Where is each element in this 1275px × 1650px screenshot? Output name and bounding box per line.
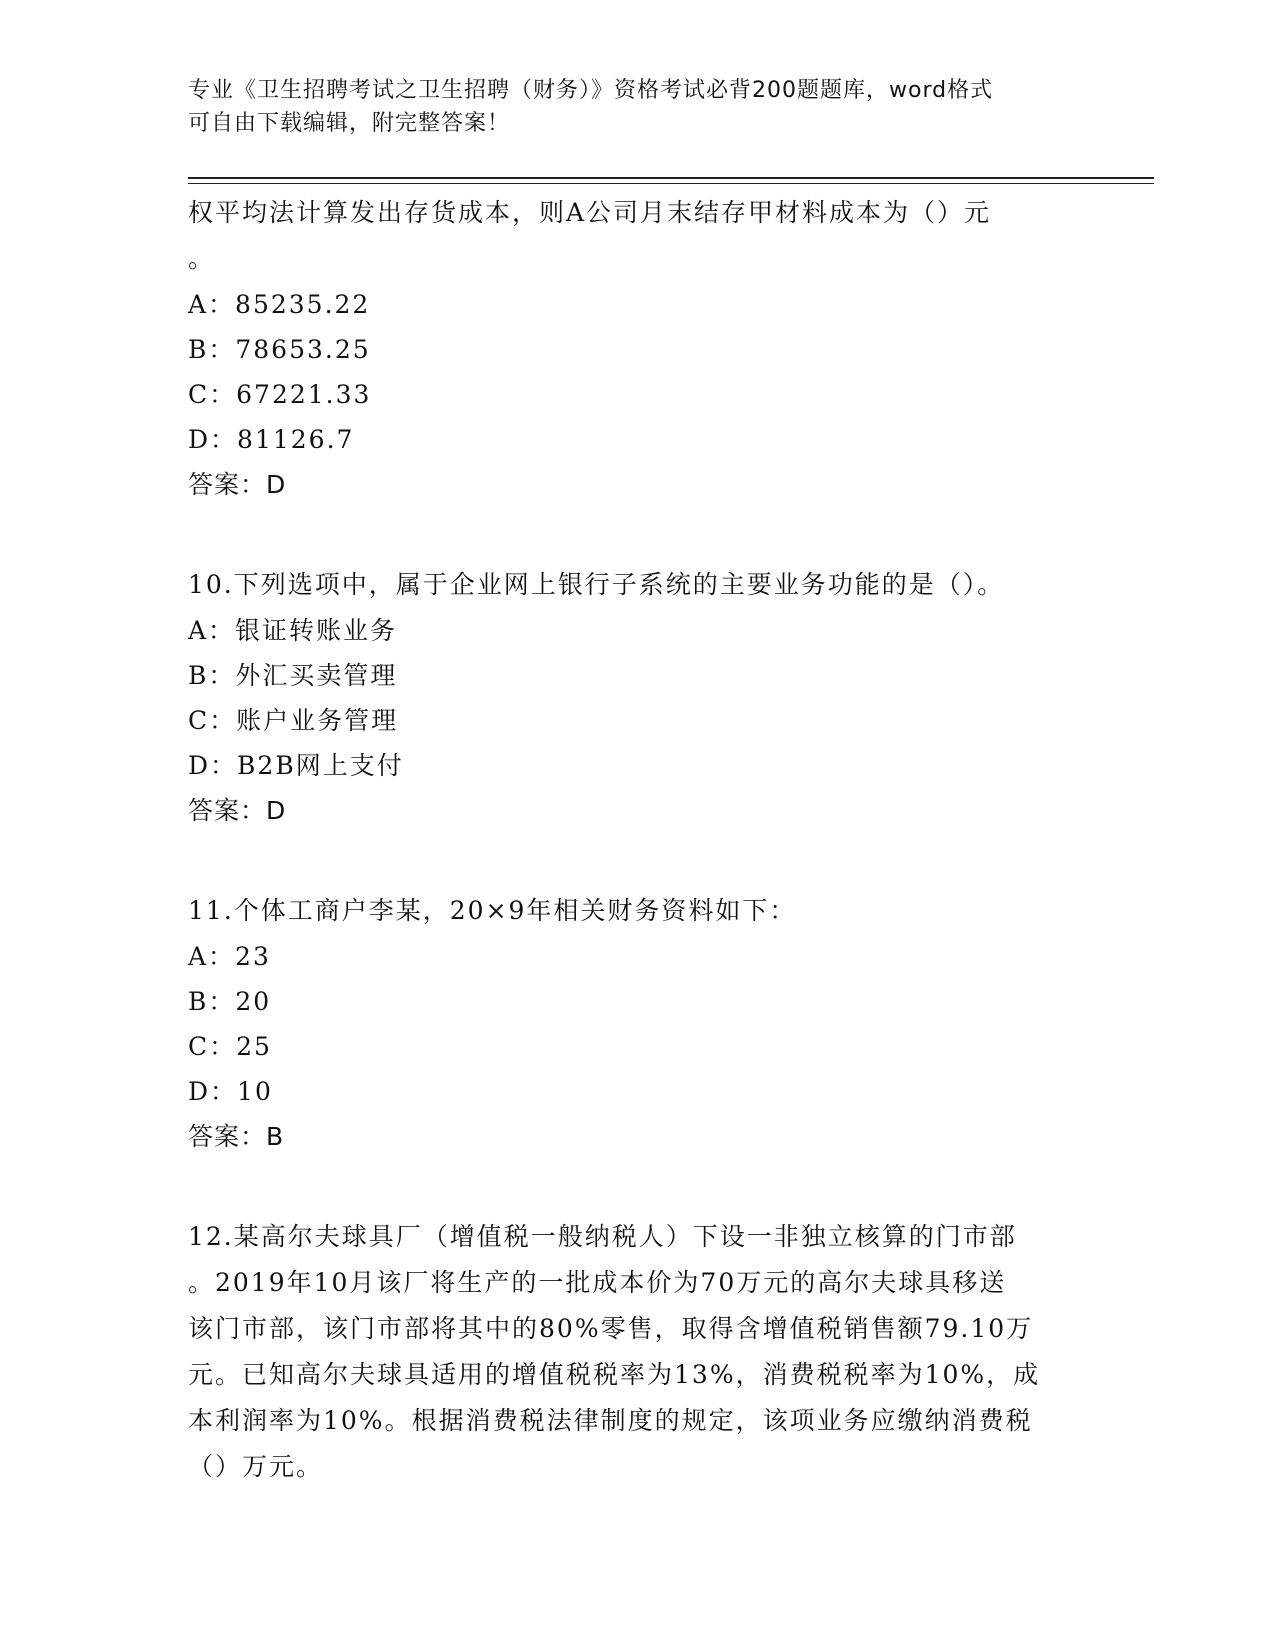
question-9-text-line-2: 。 (188, 244, 216, 273)
question-11-answer: 答案：B (188, 1122, 285, 1151)
question-12-line-1: 12.某高尔夫球具厂（增值税一般纳税人）下设一非独立核算的门市部 (188, 1222, 1017, 1251)
question-12-line-4: 元。已知高尔夫球具适用的增值税税率为13%，消费税税率为10%，成 (188, 1360, 1041, 1389)
question-9-option-d: D：81126.7 (188, 425, 355, 454)
question-9 (188, 190, 1088, 507)
question-11 (188, 888, 1088, 1159)
question-9-text-line-1: 权平均法计算发出存货成本，则A公司月末结存甲材料成本为（）元 (188, 198, 992, 227)
header-divider-thin (188, 183, 1154, 184)
question-10-text: 10.下列选项中，属于企业网上银行子系统的主要业务功能的是（）。 (188, 570, 1005, 599)
question-11-option-c: C：25 (188, 1032, 272, 1061)
question-10-answer: 答案：D (188, 796, 287, 825)
question-10-option-d: D：B2B网上支付 (188, 751, 404, 780)
spacer (188, 1159, 1088, 1214)
question-11-option-d: D：10 (188, 1077, 273, 1106)
question-10 (188, 562, 1088, 833)
header-line-2: 可自由下载编辑，附完整答案！ (188, 111, 511, 136)
question-12-line-3: 该门市部，该门市部将其中的80%零售，取得含增值税销售额79.10万 (188, 1314, 1034, 1343)
spacer (188, 833, 1088, 888)
question-9-option-a: A：85235.22 (188, 290, 371, 319)
question-12-line-6: （）万元。 (188, 1452, 324, 1481)
question-list (188, 190, 1088, 1490)
question-12 (188, 1214, 1088, 1490)
question-11-option-b: B：20 (188, 987, 272, 1016)
question-9-option-c: C：67221.33 (188, 380, 372, 409)
question-10-option-c: C：账户业务管理 (188, 706, 399, 735)
question-9-answer: 答案：D (188, 470, 287, 499)
header-line-1: 专业《卫生招聘考试之卫生招聘（财务）》资格考试必背200题题库，word格式 (188, 78, 994, 103)
spacer (188, 507, 1088, 562)
document-header (188, 74, 1068, 140)
question-12-line-2: 。2019年10月该厂将生产的一批成本价为70万元的高尔夫球具移送 (188, 1268, 1007, 1297)
header-divider-thick (188, 177, 1154, 179)
question-10-option-a: A：银证转账业务 (188, 616, 398, 645)
question-11-text: 11.个体工商户李某，20×9年相关财务资料如下： (188, 896, 797, 925)
question-12-line-5: 本利润率为10%。根据消费税法律制度的规定，该项业务应缴纳消费税 (188, 1406, 1033, 1435)
question-11-option-a: A：23 (188, 942, 271, 971)
question-10-option-b: B：外汇买卖管理 (188, 661, 398, 690)
question-9-option-b: B：78653.25 (188, 335, 371, 364)
